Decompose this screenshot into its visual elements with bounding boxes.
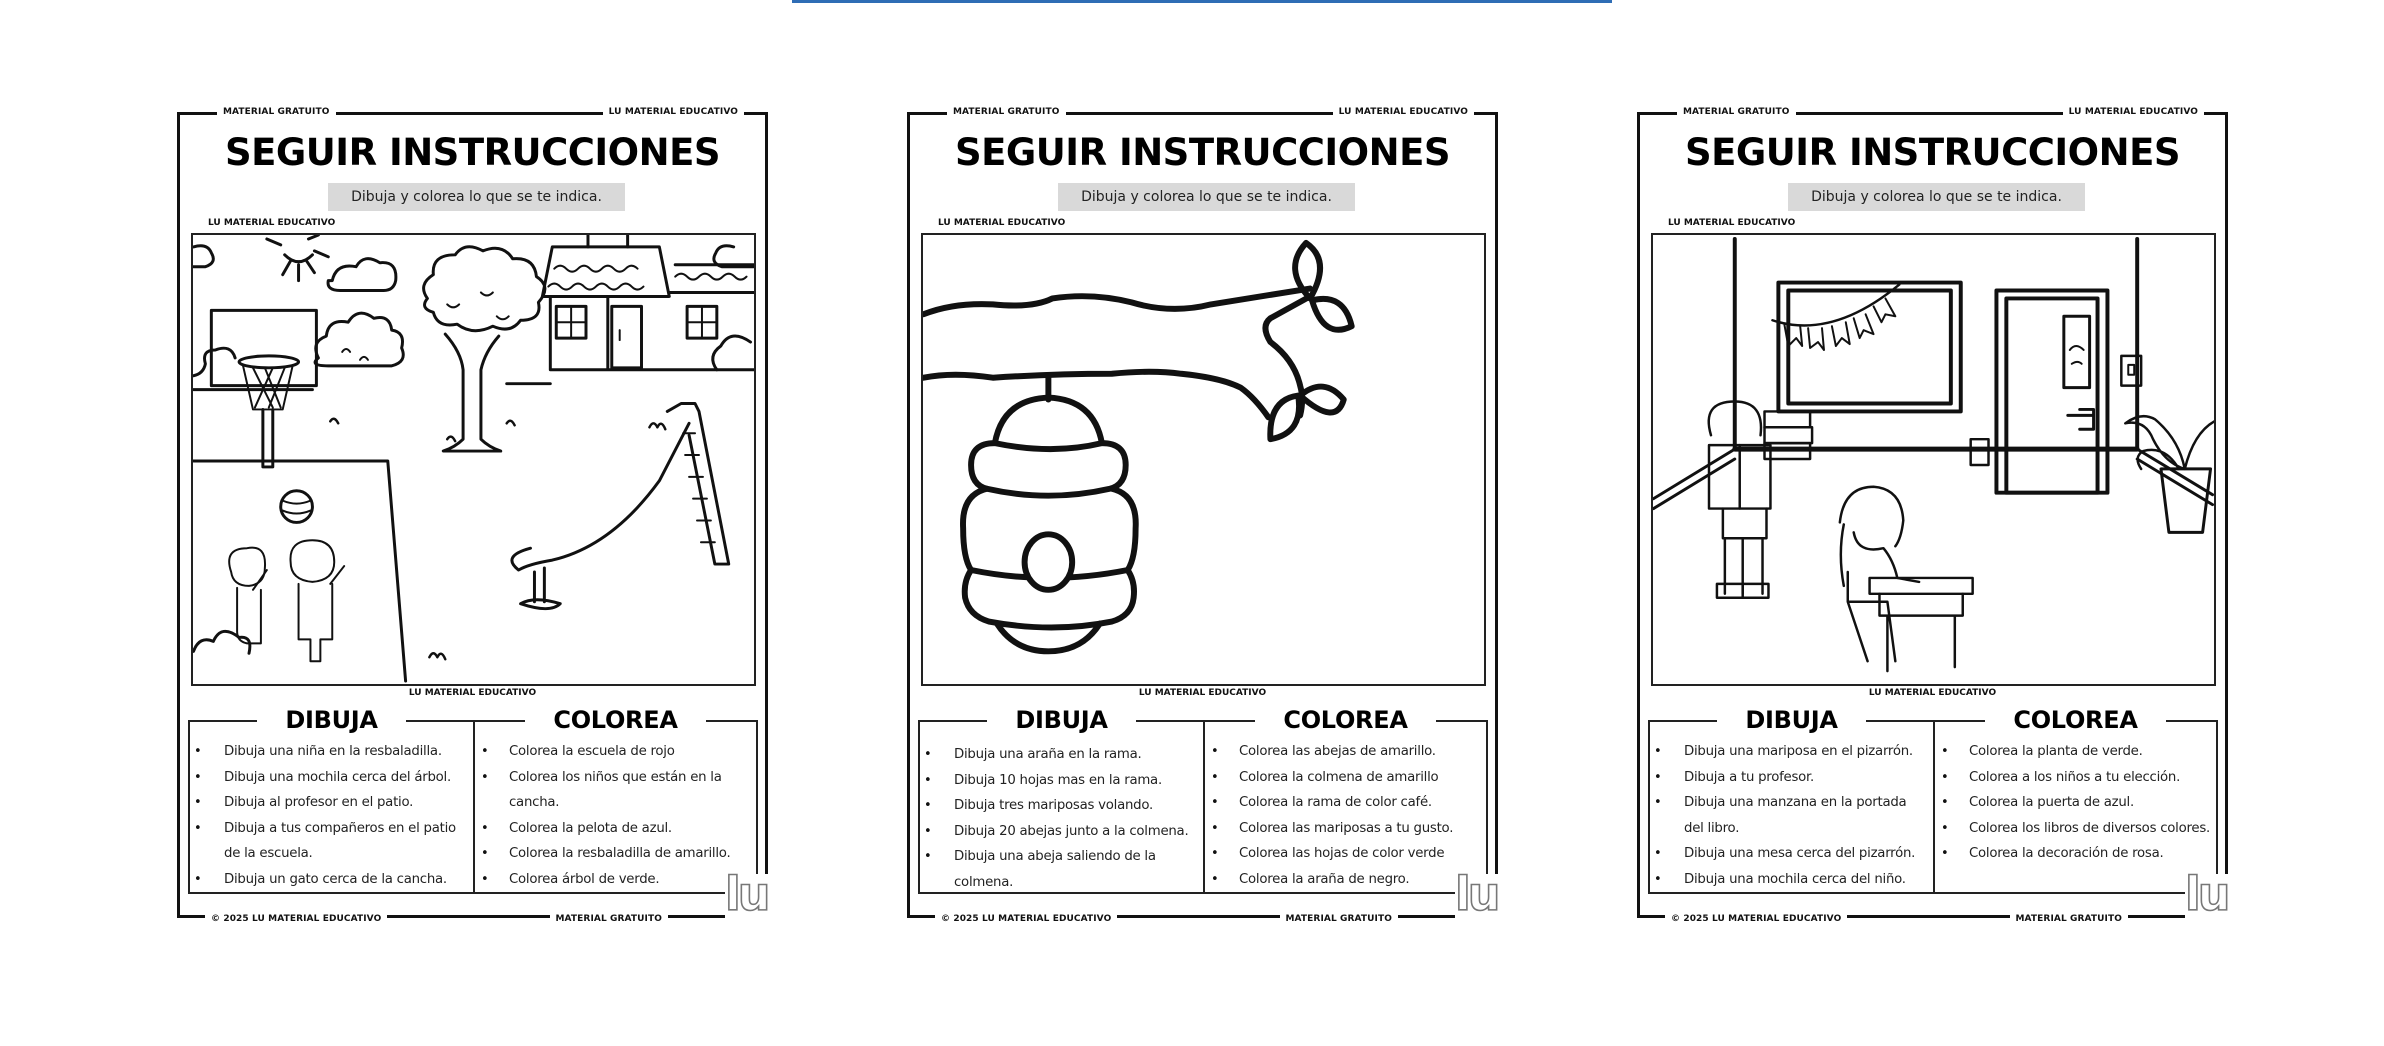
colorea-item: • Colorea la resbaladilla de amarillo. [475,841,756,867]
colorea-item: • Colorea los libros de diversos colores. [1935,816,2216,842]
instructions-sections [1648,706,2218,894]
dibuja-heading: DIBUJA [257,706,405,734]
colorea-item: • Colorea la pelota de azul. [475,816,756,842]
colorea-item: • Colorea las abejas de amarillo. [1205,739,1486,765]
colorea-item: • Colorea árbol de verde. [475,867,756,893]
dibuja-item: • Dibuja a tu profesor. [1650,765,1933,791]
dibuja-heading: DIBUJA [1717,706,1865,734]
frame-label-top-right: LU MATERIAL EDUCATIVO [603,106,744,118]
dibuja-section [1648,706,1933,894]
chalkboard-icon [1778,283,1960,412]
picture-label-top: LU MATERIAL EDUCATIVO [1668,218,1796,228]
worksheet-3 [1637,107,2228,924]
colorea-heading: COLOREA [525,706,705,734]
frame-label-top-right: LU MATERIAL EDUCATIVO [1333,106,1474,118]
cloud-icon [193,246,213,267]
frame-label-copyright: © 2025 LU MATERIAL EDUCATIVO [935,913,1117,925]
frame-label-top-left: MATERIAL GRATUITO [1677,106,1796,118]
slide-icon [512,423,689,570]
dibuja-item: • Dibuja una mariposa en el pizarrón. [1650,739,1933,765]
picture-label-top: LU MATERIAL EDUCATIVO [208,218,336,228]
worksheet-2 [907,107,1498,924]
dibuja-heading: DIBUJA [987,706,1135,734]
worksheet-subtitle: Dibuja y colorea lo que se te indica. [1058,183,1355,211]
dibuja-section [188,706,473,894]
ball-icon [281,491,313,523]
colorea-item: • Colorea la escuela de rojo [475,739,756,765]
beehive-icon [995,398,1102,450]
colorea-section [1203,706,1488,894]
leaf-icon [1270,396,1299,440]
dibuja-item: • Dibuja una mochila cerca del niño. [1650,867,1933,893]
worksheet-subtitle: Dibuja y colorea lo que se te indica. [328,183,625,211]
worksheet-title: SEGUIR INSTRUCCIONES [1684,131,2181,174]
worksheet-subtitle: Dibuja y colorea lo que se te indica. [1788,183,2085,211]
worksheet-1 [177,107,768,924]
books-icon [1765,411,1811,427]
dibuja-item: • Dibuja una abeja saliendo de la colmena. [920,844,1203,895]
picture-label-bottom: LU MATERIAL EDUCATIVO [408,688,537,698]
dibuja-section [918,706,1203,894]
dibuja-item: • Dibuja una manzana en la portada del libro. [1650,790,1933,841]
dibuja-item: • Dibuja 20 abejas junto a la colmena. [920,819,1203,845]
frame-label-copyright: © 2025 LU MATERIAL EDUCATIVO [1665,913,1847,925]
picture-label-bottom: LU MATERIAL EDUCATIVO [1138,688,1267,698]
leaf-icon [1300,387,1344,413]
hive-entrance [1025,534,1073,590]
colorea-heading: COLOREA [1255,706,1435,734]
frame-label-top-right: LU MATERIAL EDUCATIVO [2063,106,2204,118]
colorea-item: • Colorea la decoración de rosa. [1935,841,2216,867]
colorea-item: • Colorea la planta de verde. [1935,739,2216,765]
colorea-item: • Colorea los niños que están en la cancha. [475,765,756,816]
colorea-item: • Colorea la colmena de amarillo [1205,765,1486,791]
leaf-icon [1312,299,1352,330]
colorea-section [1933,706,2218,894]
sun-icon [267,235,328,281]
dibuja-item: • Dibuja 10 hojas mas en la rama. [920,768,1203,794]
outlet-icon [1971,439,1989,465]
desk-icon [1870,578,1973,594]
instructions-sections [918,706,1488,894]
dibuja-item: • Dibuja una niña en la resbaladilla. [190,739,473,765]
picture-label-top: LU MATERIAL EDUCATIVO [938,218,1066,228]
school-icon [542,247,669,297]
girl-at-desk-icon [1840,487,1903,586]
worksheet-title: SEGUIR INSTRUCCIONES [224,131,721,174]
lu-logo-icon: lu [2185,874,2233,922]
dibuja-item: • Dibuja una mochila cerca del árbol. [190,765,473,791]
colorea-heading: COLOREA [1985,706,2165,734]
frame-label-top-left: MATERIAL GRATUITO [947,106,1066,118]
basketball-court [193,461,405,681]
picture-label-bottom: LU MATERIAL EDUCATIVO [1868,688,1997,698]
picture-school-playground [191,233,756,686]
dibuja-item: • Dibuja a tus compañeros en el patio de la escuela. [190,816,473,867]
frame-label-bottom-right: MATERIAL GRATUITO [2010,913,2129,925]
dibuja-item: • Dibuja un gato cerca de la cancha. [190,867,473,893]
colorea-item: • Colorea a los niños a tu elección. [1935,765,2216,791]
lu-logo-icon: lu [1455,874,1503,922]
frame-label-top-left: MATERIAL GRATUITO [217,106,336,118]
colorea-item: • Colorea la araña de negro. [1205,867,1486,893]
frame-label-copyright: © 2025 LU MATERIAL EDUCATIVO [205,913,387,925]
tree-icon [424,247,545,331]
frame-label-bottom-right: MATERIAL GRATUITO [1280,913,1399,925]
frame-label-bottom-right: MATERIAL GRATUITO [550,913,669,925]
branch-icon [923,289,1310,315]
top-link-underline [792,0,1612,3]
dibuja-item: • Dibuja una mesa cerca del pizarrón. [1650,841,1933,867]
lu-logo-icon: lu [725,874,773,922]
colorea-item: • Colorea la puerta de azul. [1935,790,2216,816]
colorea-section [473,706,758,894]
colorea-item: • Colorea las mariposas a tu gusto. [1205,816,1486,842]
children-icon [229,540,334,586]
instructions-sections [188,706,758,894]
picture-classroom [1651,233,2216,686]
dibuja-item: • Dibuja tres mariposas volando. [920,793,1203,819]
colorea-item: • Colorea la rama de color café. [1205,790,1486,816]
cloud-icon [328,259,396,291]
dibuja-item: • Dibuja una araña en la rama. [920,742,1203,768]
colorea-item: • Colorea las hojas de color verde [1205,841,1486,867]
worksheet-title: SEGUIR INSTRUCCIONES [954,131,1451,174]
bush-icon [315,313,403,366]
picture-beehive-on-branch [921,233,1486,686]
dibuja-item: • Dibuja al profesor en el patio. [190,790,473,816]
